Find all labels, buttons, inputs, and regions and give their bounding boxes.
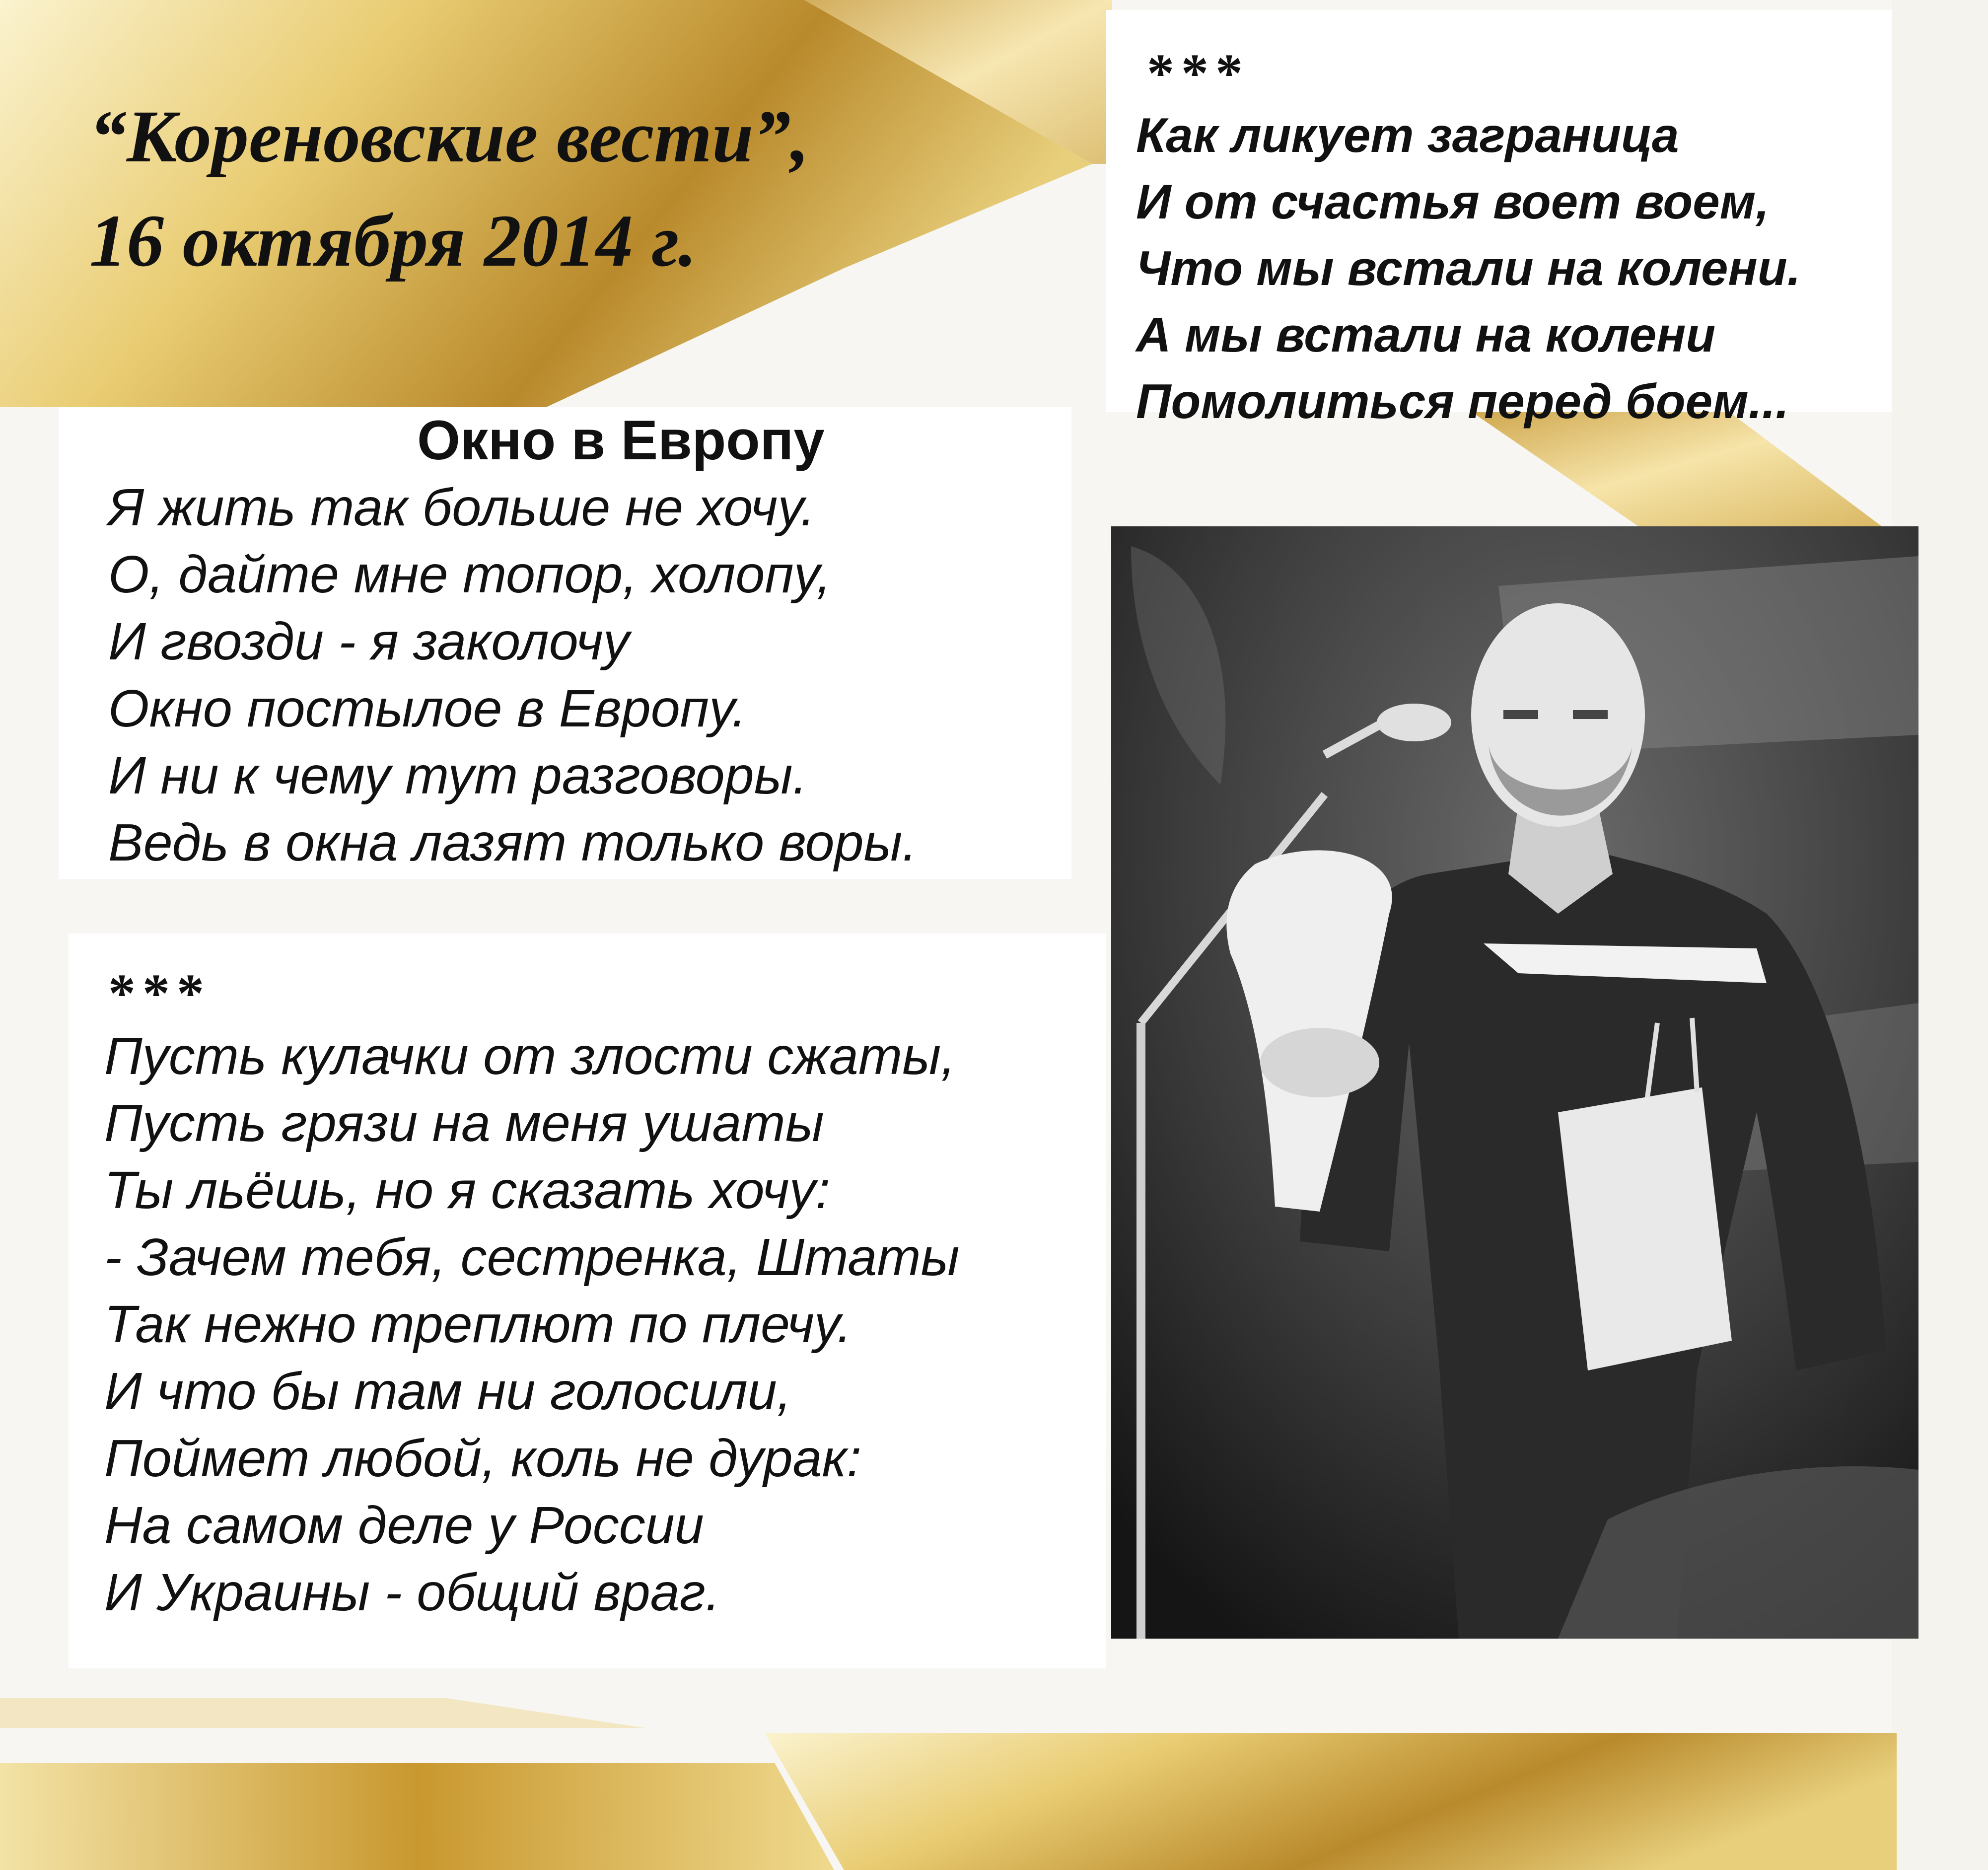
- poem-line: - Зачем тебя, сестренка, Штаты: [104, 1228, 960, 1287]
- poet-photo: [1111, 526, 1918, 1639]
- poem-line: Что мы встали на колени.: [1136, 241, 1801, 295]
- poem-line: Я жить так больше не хочу.: [108, 478, 815, 537]
- poem-line: Поймет любой, коль не дурак:: [104, 1429, 861, 1488]
- poem-line: Так нежно треплют по плечу.: [104, 1295, 852, 1354]
- poem-line: Ты льёшь, но я сказать хочу:: [104, 1161, 831, 1220]
- poet-photo-illustration: [1111, 526, 1918, 1639]
- poem-line: Окно постылое в Европу.: [108, 679, 747, 738]
- poem-line: И от счастья воет воем,: [1136, 174, 1770, 229]
- poem-line: И гвозди - я заколочу: [108, 612, 630, 671]
- poem-line: О, дайте мне топор, холопу,: [108, 545, 831, 604]
- header-line-2: 16 октября 2014 г.: [89, 200, 697, 282]
- poem-title: Окно в Европу: [417, 409, 825, 471]
- poem-line: Помолиться перед боем...: [1136, 374, 1789, 429]
- poem-line: Пусть грязи на меня ушаты: [104, 1094, 824, 1152]
- poem-bottom: [104, 1023, 960, 1626]
- poem-okno: [108, 474, 917, 876]
- poem-top: [1136, 102, 1801, 434]
- newspaper-header: [89, 84, 1033, 293]
- poem-line: А мы встали на колени: [1136, 307, 1716, 362]
- poem-top-stars: ***: [1147, 43, 1250, 103]
- poem-line: И ни к чему тут разговоры.: [108, 746, 808, 805]
- poem-line: Как ликует заграница: [1136, 108, 1679, 162]
- poem-bottom-stars: ***: [108, 963, 211, 1023]
- poem-line: И Украины - общий враг.: [104, 1563, 720, 1622]
- poem-line: На самом деле у России: [104, 1496, 704, 1555]
- poem-line: Ведь в окна лазят только воры.: [108, 813, 917, 872]
- poem-line: И что бы там ни голосили,: [104, 1362, 792, 1421]
- header-line-1: “Кореновские вести”,: [89, 95, 809, 178]
- poem-line: Пусть кулачки от злости сжаты,: [104, 1027, 956, 1085]
